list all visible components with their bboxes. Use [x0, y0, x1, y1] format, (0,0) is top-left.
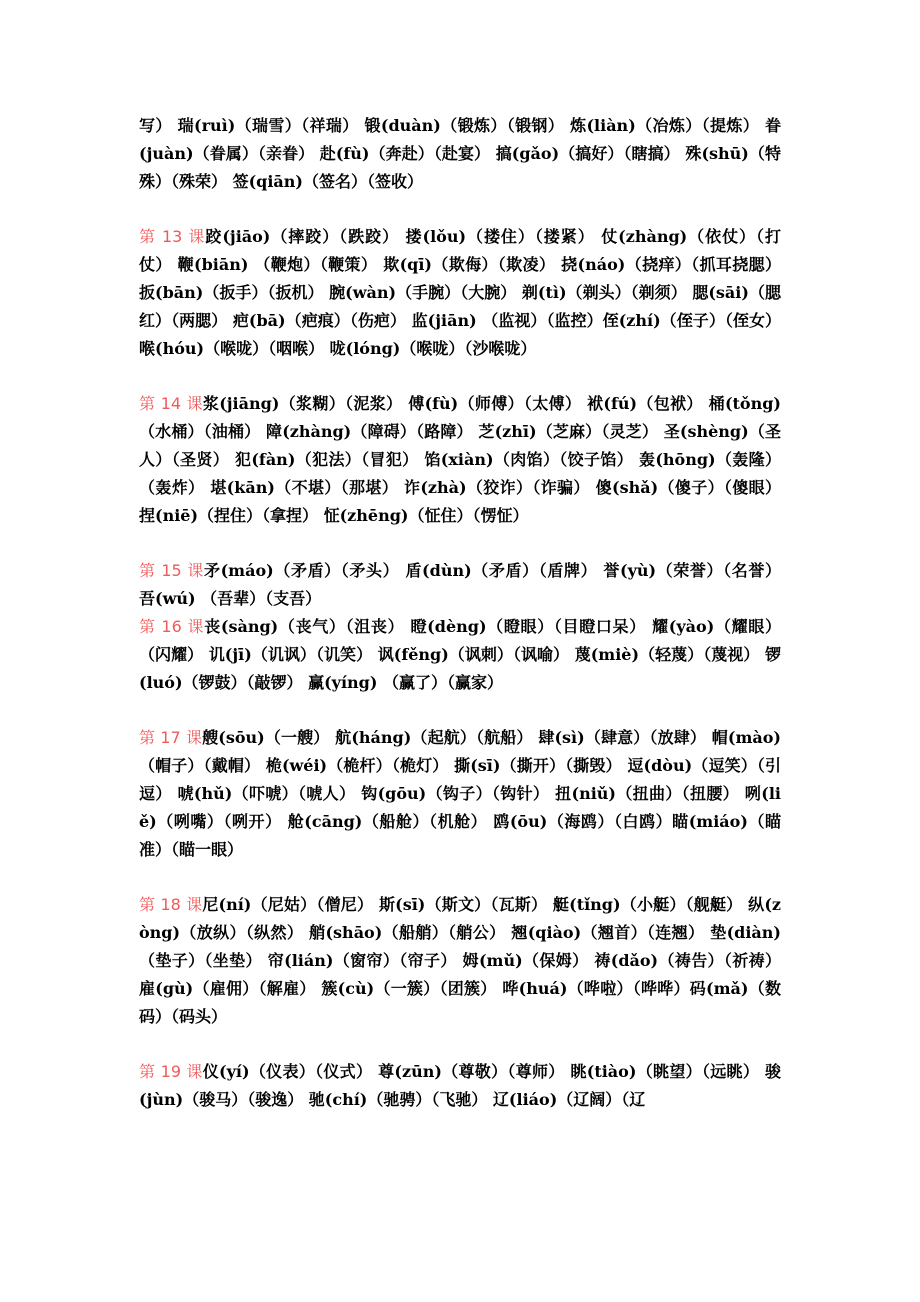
lesson-text: 艘(sōu)（一艘） 航(háng)（起航）（航船） 肆(sì)（肆意）（放肆） 帽(mào)（帽子）（戴帽） 桅(wéi)（桅杆）（桅灯） 撕(sī)（撕开）（撕毁） 逗(dòu)（逗笑）（引逗） 唬(hǔ)（吓唬）（唬人） 钩(gōu)（钩子）（钩针） 扭(niǔ)（扭曲）（扭腰） 咧(liě)（咧嘴）（咧开） 舱(cāng)（船舱）（机舱） 鸥(ōu)（海鸥）（白鸥）瞄(miáo)（瞄准）（瞄一眼）	[139, 728, 781, 859]
lesson-17	[139, 724, 781, 864]
lesson-14	[139, 390, 781, 530]
document-page	[139, 112, 781, 1114]
paragraph-continuation	[139, 112, 781, 196]
lesson-heading: 第 15 课	[139, 561, 204, 580]
lesson-text: 矛(máo)（矛盾）（矛头） 盾(dùn)（矛盾）（盾牌） 誉(yù)（荣誉）（名誉） 吾(wú) （吾辈）（支吾）	[139, 561, 781, 608]
lesson-18	[139, 891, 781, 1031]
lesson-16	[139, 613, 781, 697]
lesson-heading: 第 14 课	[139, 394, 203, 413]
lesson-heading: 第 19 课	[139, 1062, 203, 1081]
lesson-heading: 第 17 课	[139, 728, 203, 747]
lesson-19	[139, 1058, 781, 1114]
lesson-13	[139, 223, 781, 363]
lesson-text: 浆(jiāng)（浆糊）（泥浆） 傅(fù)（师傅）（太傅） 袱(fú)（包袱） 桶(tǒng)（水桶）（油桶） 障(zhàng)（障碍）（路障） 芝(zhī)（芝麻）（灵芝） 圣(shèng)（圣人）（圣贤） 犯(fàn)（犯法）（冒犯） 馅(xiàn)（肉馅）（饺子馅） 轰(hōng)（轰隆）（轰炸） 堪(kān)（不堪）（那堪） 诈(zhà)（狡诈）（诈骗） 傻(shǎ)（傻子）（傻眼） 捏(niē)（捏住）（拿捏） 怔(zhēng)（怔住）（愣怔）	[139, 394, 781, 525]
lesson-text: 丧(sàng)（丧气）（沮丧） 瞪(dèng)（瞪眼）（目瞪口呆） 耀(yào)（耀眼）（闪耀） 讥(jī)（讥讽）（讥笑） 讽(fěng)（讽刺）（讽喻） 蔑(miè)（轻蔑）（蔑视） 锣(luó)（锣鼓）（敲锣） 赢(yíng) （赢了）（赢家）	[139, 617, 781, 692]
lesson-heading: 第 18 课	[139, 895, 203, 914]
paragraph-text: 写） 瑞(ruì)（瑞雪）（祥瑞） 锻(duàn)（锻炼）（锻钢） 炼(liàn)（冶炼）（提炼） 眷(juàn)（眷属）（亲眷） 赴(fù)（奔赴）（赴宴） 搞(gǎo)（搞好）（瞎搞） 殊(shū)（特殊）（殊荣） 签(qiān)（签名）（签收）	[139, 116, 781, 191]
lesson-heading: 第 13 课	[139, 227, 206, 246]
lesson-text: 仪(yí)（仪表）（仪式） 尊(zūn)（尊敬）（尊师） 眺(tiào)（眺望）（远眺） 骏(jùn)（骏马）（骏逸） 驰(chí)（驰骋）（飞驰） 辽(liáo)（辽阔）（辽	[139, 1062, 781, 1109]
lesson-text: 跤(jiāo)（摔跤）（跌跤） 搂(lǒu)（搂住）（搂紧） 仗(zhàng)（依仗）（打仗） 鞭(biān) （鞭炮）（鞭策） 欺(qī)（欺侮）（欺凌） 挠(náo)（挠痒）（抓耳挠腮） 扳(bān)（扳手）（扳机） 腕(wàn)（手腕）（大腕） 剃(tì)（剃头）（剃须） 腮(sāi)（腮红）（两腮） 疤(bā)（疤痕）（伤疤） 监(jiān) （监视）（监控）侄(zhí)（侄子）（侄女） 喉(hóu)（喉咙）（咽喉） 咙(lóng)（喉咙）（沙喉咙）	[139, 227, 781, 358]
lesson-text: 尼(ní)（尼姑）（僧尼） 斯(sī)（斯文）（瓦斯） 艇(tǐng)（小艇）（舰艇） 纵(zòng)（放纵）（纵然） 艄(shāo)（船艄）（艄公） 翘(qiào)（翘首）（连翘） 垫(diàn)（垫子）（坐垫） 帘(lián)（窗帘）（帘子） 姆(mǔ)（保姆） 祷(dǎo)（祷告）（祈祷） 雇(gù)（雇佣）（解雇） 簇(cù)（一簇）（团簇） 哗(huá)（哗啦）（哗哗）码(mǎ)（数码）（码头）	[139, 895, 781, 1026]
lesson-15	[139, 557, 781, 613]
lesson-heading: 第 16 课	[139, 617, 205, 636]
